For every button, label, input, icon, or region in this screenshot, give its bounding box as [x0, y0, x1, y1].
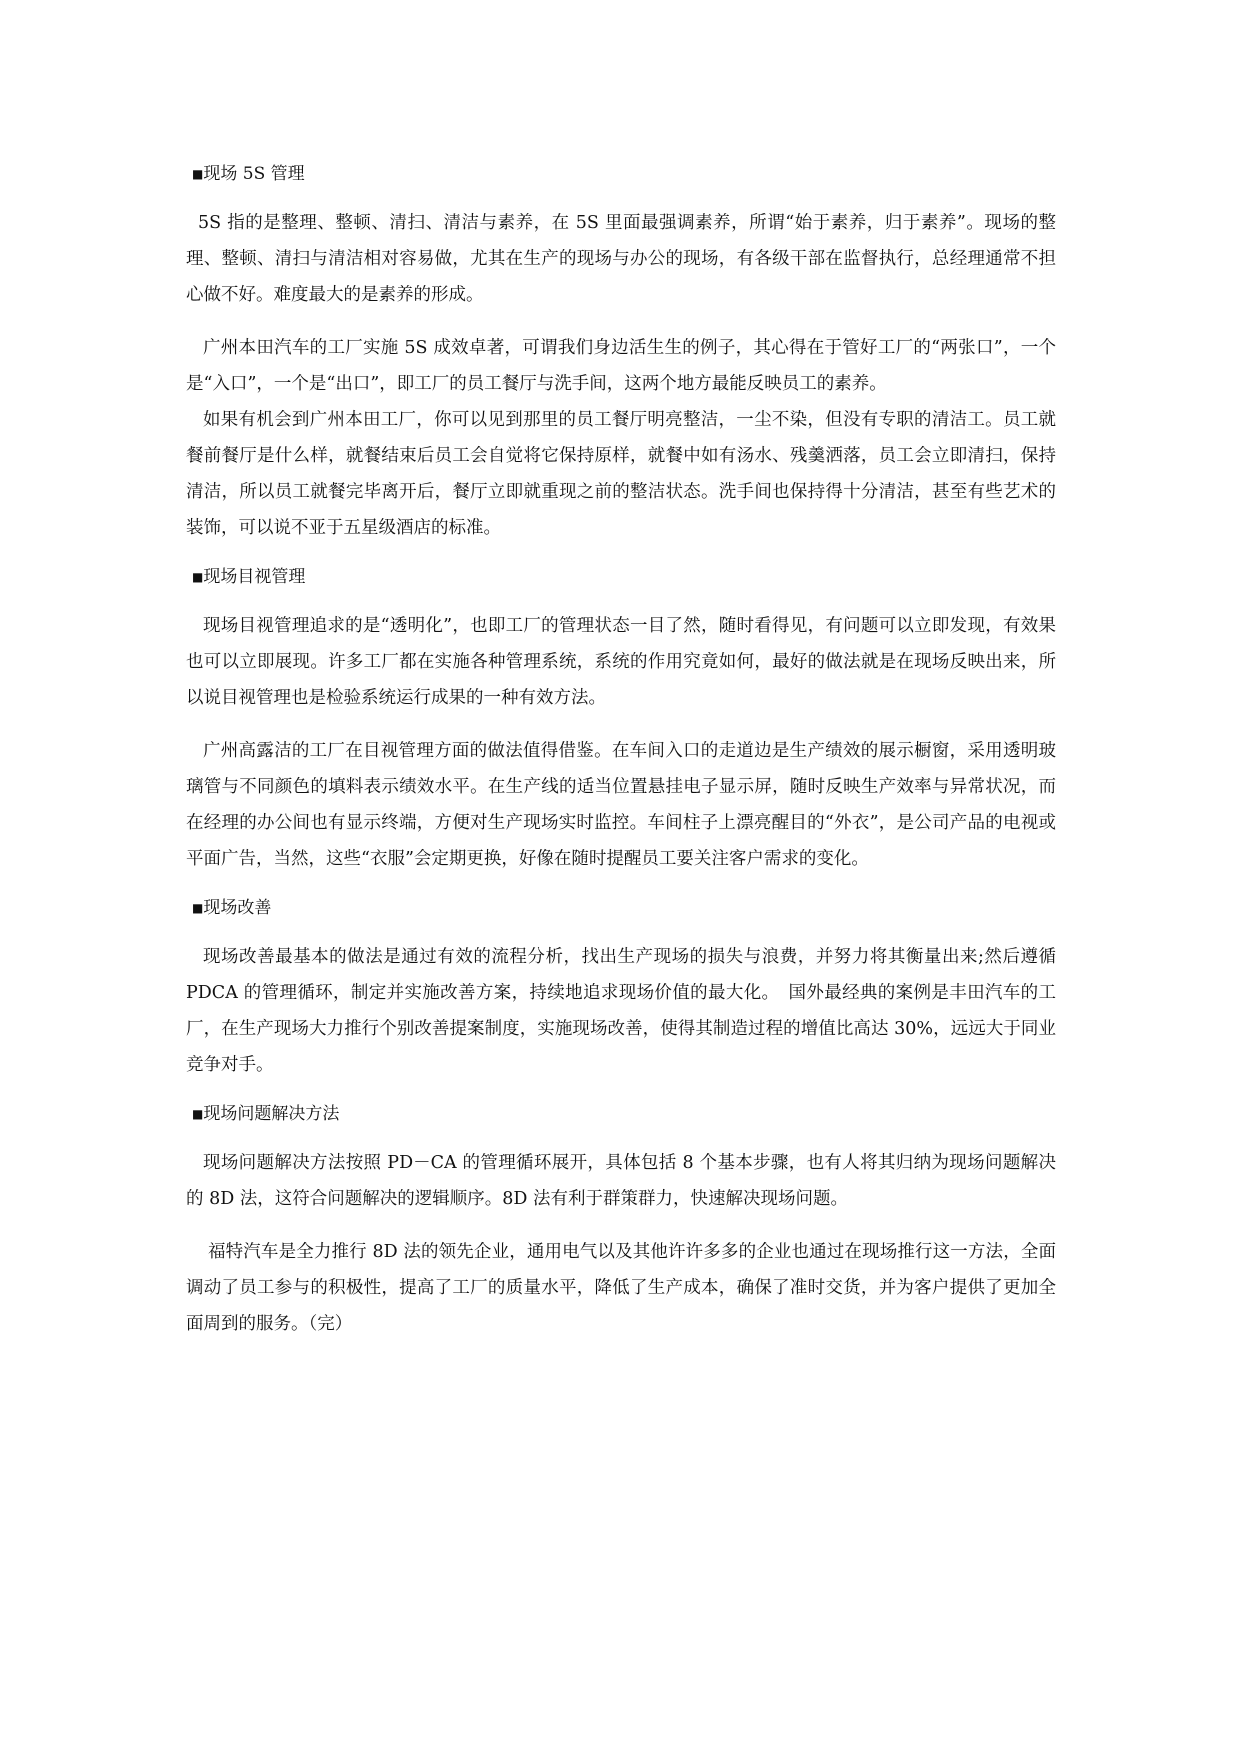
paragraph: 现场问题解决方法按照 PD－CA 的管理循环展开，具体包括 8 个基本步骤，也有人将其归纳为现场问题解决的 8D 法，这符合问题解决的逻辑顺序。8D 法有利于群策群力，快速解决现场问题。	[186, 1153, 1056, 1209]
paragraph: 福特汽车是全力推行 8D 法的领先企业，通用电气以及其他许许多多的企业也通过在现场推行这一方法，全面调动了员工参与的积极性，提高了工厂的质量水平，降低了生产成本，确保了准时交货，并为客户提供了更加全面周到的服务。（完）	[186, 1242, 1056, 1334]
paragraph: 如果有机会到广州本田工厂，你可以见到那里的员工餐厅明亮整洁，一尘不染，但没有专职的清洁工。员工就餐前餐厅是什么样，就餐结束后员工会自觉将它保持原样，就餐中如有汤水、残羹洒落，员工会立即清扫，保持清洁，所以员工就餐完毕离开后，餐厅立即就重现之前的整洁状态。洗手间也保持得十分清洁，甚至有些艺术的装饰，可以说不亚于五星级酒店的标准。	[186, 410, 1056, 538]
section-heading-improvement	[186, 894, 1056, 922]
document-page	[186, 160, 1056, 1359]
bullet-square-icon: ■	[192, 167, 204, 181]
paragraph: 广州高露洁的工厂在目视管理方面的做法值得借鉴。在车间入口的走道边是生产绩效的展示橱窗，采用透明玻璃管与不同颜色的填料表示绩效水平。在生产线的适当位置悬挂电子显示屏，随时反映生产效率与异常状况，而在经理的办公间也有显示终端，方便对生产现场实时监控。车间柱子上漂亮醒目的“外衣”，是公司产品的电视或平面广告，当然，这些“衣服”会定期更换，好像在随时提醒员工要关注客户需求的变化。	[186, 741, 1056, 869]
bullet-square-icon: ■	[192, 901, 204, 915]
section-title: 现场问题解决方法	[203, 1104, 340, 1124]
paragraph: 广州本田汽车的工厂实施 5S 成效卓著，可谓我们身边活生生的例子，其心得在于管好工厂的“两张口”，一个是“入口”，一个是“出口”，即工厂的员工餐厅与洗手间，这两个地方最能反映员工的素养。	[186, 338, 1056, 394]
paragraph: 现场改善最基本的做法是通过有效的流程分析，找出生产现场的损失与浪费，并努力将其衡量出来;然后遵循 PDCA 的管理循环，制定并实施改善方案，持续地追求现场价值的最大化。 国外最经典的案例是丰田汽车的工厂，在生产现场大力推行个别改善提案制度，实施现场改善，使得其制造过程的增值比高达 30%，远远大于同业竞争对手。	[186, 947, 1056, 1075]
bullet-square-icon: ■	[192, 1107, 204, 1121]
bullet-square-icon: ■	[192, 570, 204, 584]
section-heading-5s	[186, 160, 1056, 188]
section-heading-problem-solving	[186, 1100, 1056, 1128]
section-title: 现场目视管理	[203, 567, 306, 587]
section-title: 现场改善	[203, 898, 272, 918]
section-title: 现场 5S 管理	[203, 164, 305, 184]
paragraph: 现场目视管理追求的是“透明化”，也即工厂的管理状态一目了然，随时看得见，有问题可以立即发现，有效果也可以立即展现。许多工厂都在实施各种管理系统，系统的作用究竟如何，最好的做法就是在现场反映出来，所以说目视管理也是检验系统运行成果的一种有效方法。	[186, 616, 1056, 708]
section-heading-visual	[186, 563, 1056, 591]
paragraph: 5S 指的是整理、整顿、清扫、清洁与素养，在 5S 里面最强调素养，所谓“始于素养，归于素养”。现场的整理、整顿、清扫与清洁相对容易做，尤其在生产的现场与办公的现场，有各级干部在监督执行，总经理通常不担心做不好。难度最大的是素养的形成。	[186, 213, 1056, 305]
